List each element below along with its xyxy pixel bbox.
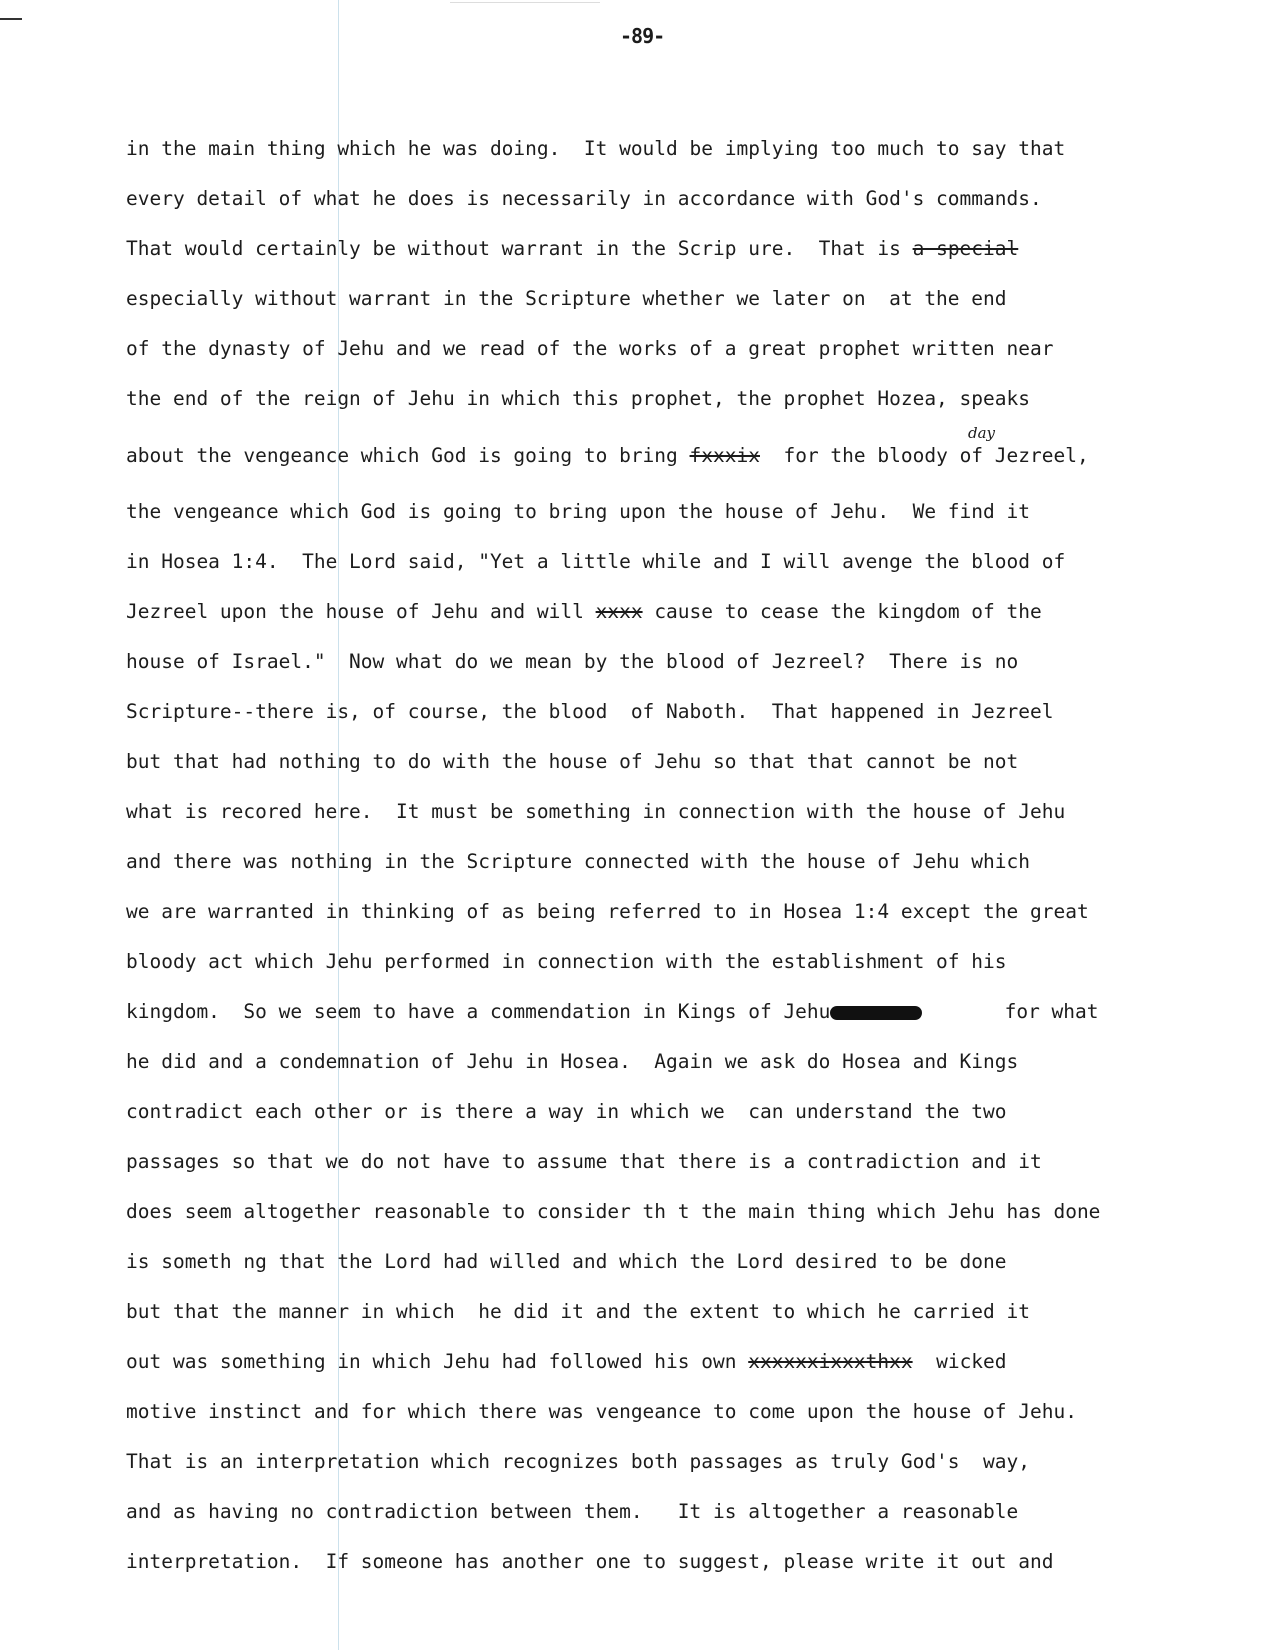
text-segment: Jezreel upon the house of Jehu and will (126, 600, 596, 623)
text-segment: for the bloody of Jezreel, (759, 444, 1089, 467)
text-line: house of Israel." Now what do we mean by the blood of Jezreel? There is no (126, 650, 1019, 673)
scan-top-line (450, 2, 600, 3)
text-line: interpretation. If someone has another one to suggest, please write it out and (126, 1550, 1054, 1573)
text-line: the vengeance which God is going to bring upon the house of Jehu. We find it (126, 500, 1030, 523)
scan-edge-mark (0, 18, 22, 20)
text-line: of the dynasty of Jehu and we read of the works of a great prophet written near (126, 337, 1054, 360)
text-segment: That would certainly be without warrant in the Scrip ure. That is (126, 237, 913, 260)
page-number: -89- (620, 24, 665, 48)
text-line: in Hosea 1:4. The Lord said, "Yet a little while and I will avenge the blood of (126, 550, 1066, 573)
struck-out-text: fxxxix (689, 444, 760, 467)
text-segment: for what (922, 1000, 1099, 1023)
struck-out-text: xxxx (595, 600, 643, 623)
text-line: does seem altogether reasonable to consider th t the main thing which Jehu has done (126, 1200, 1101, 1223)
text-line: in the main thing which he was doing. It would be implying too much to say that (126, 137, 1066, 160)
text-line: passages so that we do not have to assume that there is a contradiction and it (126, 1150, 1042, 1173)
text-line: especially without warrant in the Scripture whether we later on at the end (126, 287, 1007, 310)
text-line: he did and a condemnation of Jehu in Hosea. Again we ask do Hosea and Kings (126, 1050, 1019, 1073)
text-line (126, 224, 1246, 274)
text-line: the end of the reign of Jehu in which this prophet, the prophet Hozea, speaks (126, 387, 1030, 410)
text-line: bloody act which Jehu performed in connection with the establishment of his (126, 950, 1007, 973)
struck-out-text: a special (912, 237, 1019, 260)
text-line: is someth ng that the Lord had willed and which the Lord desired to be done (126, 1250, 1007, 1273)
text-line (126, 424, 1246, 487)
text-line: but that the manner in which he did it and the extent to which he carried it (126, 1300, 1030, 1323)
text-segment: wicked (912, 1350, 1007, 1373)
text-line: but that had nothing to do with the house of Jehu so that that cannot be not (126, 750, 1019, 773)
handwritten-insertion: day (968, 424, 996, 442)
text-line (126, 987, 1246, 1037)
text-line: That is an interpretation which recognizes both passages as truly God's way, (126, 1450, 1030, 1473)
struck-out-text: xxxxxxixxxthxx (748, 1350, 913, 1373)
text-line: and as having no contradiction between them. It is altogether a reasonable (126, 1500, 1019, 1523)
text-line: motive instinct and for which there was vengeance to come upon the house of Jehu. (126, 1400, 1077, 1423)
text-segment: out was something in which Jehu had followed his own (126, 1350, 749, 1373)
text-segment: about the vengeance which God is going to bring (126, 444, 690, 467)
text-line: contradict each other or is there a way in which we can understand the two (126, 1100, 1007, 1123)
text-segment: cause to cease the kingdom of the (642, 600, 1042, 623)
text-line (126, 1337, 1246, 1387)
text-line (126, 587, 1246, 637)
text-line: Scripture--there is, of course, the blood of Naboth. That happened in Jezreel (126, 700, 1054, 723)
text-line: what is recored here. It must be something in connection with the house of Jehu (126, 800, 1066, 823)
text-segment: kingdom. So we seem to have a commendation in Kings of Jehu (126, 1000, 831, 1023)
text-line: every detail of what he does is necessarily in accordance with God's commands. (126, 187, 1042, 210)
text-line: and there was nothing in the Scripture connected with the house of Jehu which (126, 850, 1030, 873)
typed-body-text (126, 124, 1246, 1587)
text-line: we are warranted in thinking of as being referred to in Hosea 1:4 except the great (126, 900, 1089, 923)
ink-blot (830, 1006, 922, 1020)
